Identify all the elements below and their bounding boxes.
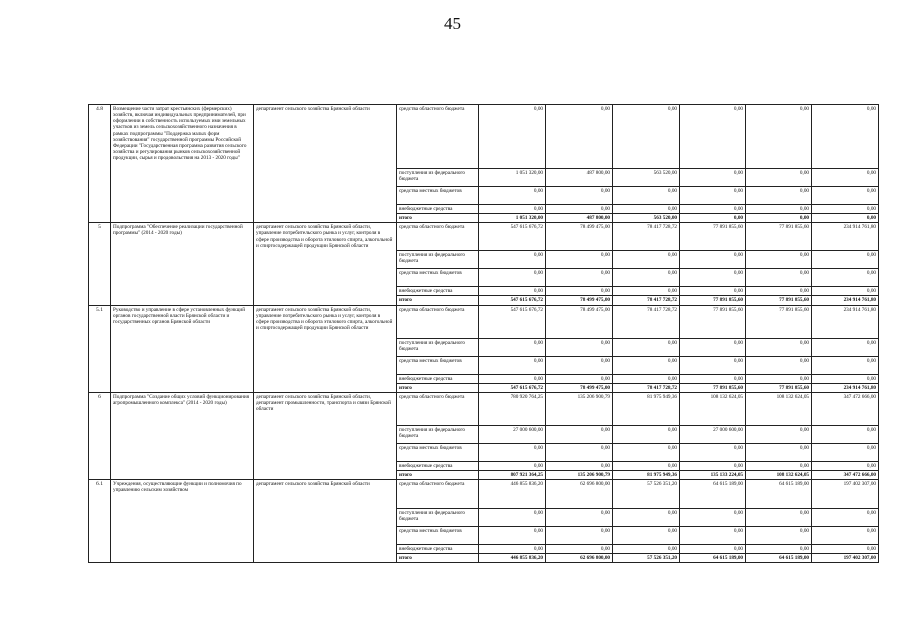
amount-cell: 0,00 (546, 105, 613, 169)
amount-cell: 0,00 (479, 461, 546, 470)
funding-source: средства местных бюджетов (397, 356, 479, 374)
amount-cell: 0,00 (680, 187, 746, 205)
amount-cell: 78 499 475,00 (546, 305, 613, 338)
amount-cell: 0,00 (746, 287, 812, 296)
funding-source: итого (397, 470, 479, 479)
amount-cell: 563 520,00 (613, 169, 680, 187)
amount-cell: 0,00 (546, 443, 613, 461)
amount-cell: 77 891 855,60 (680, 383, 746, 392)
section-name: Учреждения, осуществляющие функции и полномочия по управлению сельским хозяйством (111, 480, 254, 563)
amount-cell: 78 417 728,72 (613, 383, 680, 392)
funding-source: поступления из федерального бюджета (397, 251, 479, 269)
amount-cell: 27 000 600,00 (680, 425, 746, 443)
amount-cell: 234 914 761,80 (812, 383, 879, 392)
amount-cell: 64 615 189,00 (746, 554, 812, 563)
amount-cell: 0,00 (613, 443, 680, 461)
amount-cell: 64 615 189,00 (680, 480, 746, 509)
amount-cell: 0,00 (746, 545, 812, 554)
funding-source: поступления из федерального бюджета (397, 169, 479, 187)
funding-source: итого (397, 296, 479, 305)
amount-cell: 62 696 800,00 (546, 480, 613, 509)
amount-cell: 77 891 855,60 (680, 296, 746, 305)
amount-cell: 0,00 (812, 443, 879, 461)
budget-table-body (89, 105, 879, 563)
amount-cell: 0,00 (546, 509, 613, 527)
amount-cell: 0,00 (613, 425, 680, 443)
amount-cell: 0,00 (680, 338, 746, 356)
amount-cell: 62 696 800,00 (546, 554, 613, 563)
amount-cell: 0,00 (546, 287, 613, 296)
amount-cell: 0,00 (746, 105, 812, 169)
amount-cell: 0,00 (680, 374, 746, 383)
amount-cell: 0,00 (613, 374, 680, 383)
amount-cell: 0,00 (479, 545, 546, 554)
amount-cell: 0,00 (680, 287, 746, 296)
amount-cell: 81 975 949,36 (613, 470, 680, 479)
amount-cell: 0,00 (812, 287, 879, 296)
amount-cell: 0,00 (680, 169, 746, 187)
funding-source: поступления из федерального бюджета (397, 338, 479, 356)
amount-cell: 234 914 761,80 (812, 223, 879, 251)
amount-cell: 77 891 855,60 (746, 305, 812, 338)
amount-cell: 0,00 (680, 205, 746, 214)
section-name: Подпрограмма "Создание общих условий функционирования агропромышленного комплекса" (2014 - 2020 годы) (111, 392, 254, 479)
amount-cell: 0,00 (746, 443, 812, 461)
funding-source: средства областного бюджета (397, 480, 479, 509)
amount-cell: 0,00 (479, 269, 546, 287)
amount-cell: 487 800,00 (546, 169, 613, 187)
funding-source: итого (397, 383, 479, 392)
section-number: 4.8 (89, 105, 111, 223)
amount-cell: 135 206 900,79 (546, 392, 613, 425)
section-number: 6 (89, 392, 111, 479)
amount-cell: 0,00 (746, 374, 812, 383)
amount-cell: 0,00 (479, 338, 546, 356)
amount-cell: 0,00 (613, 527, 680, 545)
amount-cell: 108 132 624,05 (746, 392, 812, 425)
amount-cell: 0,00 (479, 187, 546, 205)
amount-cell: 64 615 189,00 (680, 554, 746, 563)
amount-cell: 0,00 (613, 287, 680, 296)
amount-cell: 0,00 (746, 338, 812, 356)
amount-cell: 563 520,00 (613, 214, 680, 223)
amount-cell: 78 499 475,00 (546, 383, 613, 392)
amount-cell: 0,00 (546, 205, 613, 214)
section-executor: департамент сельского хозяйства Брянской области, департамент промышленности, транспорта и связи Брянской области (254, 392, 397, 479)
amount-cell: 27 000 600,00 (479, 425, 546, 443)
amount-cell: 0,00 (546, 251, 613, 269)
amount-cell: 347 472 666,00 (812, 470, 879, 479)
amount-cell: 108 132 624,05 (680, 392, 746, 425)
amount-cell: 64 615 189,00 (746, 480, 812, 509)
funding-source: средства местных бюджетов (397, 527, 479, 545)
amount-cell: 0,00 (746, 509, 812, 527)
amount-cell: 0,00 (613, 509, 680, 527)
table-row (89, 105, 879, 169)
table-row (89, 223, 879, 251)
amount-cell: 0,00 (812, 425, 879, 443)
amount-cell: 0,00 (613, 105, 680, 169)
amount-cell: 0,00 (613, 545, 680, 554)
amount-cell: 0,00 (812, 214, 879, 223)
section-number: 6.1 (89, 480, 111, 563)
amount-cell: 0,00 (479, 356, 546, 374)
amount-cell: 0,00 (479, 105, 546, 169)
amount-cell: 487 800,00 (546, 214, 613, 223)
amount-cell: 0,00 (680, 105, 746, 169)
amount-cell: 0,00 (812, 356, 879, 374)
amount-cell: 0,00 (746, 187, 812, 205)
amount-cell: 0,00 (613, 461, 680, 470)
amount-cell: 807 921 364,25 (479, 470, 546, 479)
amount-cell: 547 615 676,72 (479, 296, 546, 305)
amount-cell: 234 914 761,80 (812, 305, 879, 338)
amount-cell: 0,00 (479, 251, 546, 269)
amount-cell: 0,00 (479, 443, 546, 461)
section-name: Подпрограмма "Обеспечение реализации государственной программы" (2014 - 2020 годы) (111, 223, 254, 305)
amount-cell: 0,00 (479, 287, 546, 296)
amount-cell: 547 615 676,72 (479, 383, 546, 392)
amount-cell: 1 051 320,00 (479, 169, 546, 187)
amount-cell: 0,00 (680, 509, 746, 527)
amount-cell: 77 891 855,60 (746, 383, 812, 392)
amount-cell: 0,00 (680, 443, 746, 461)
section-executor: департамент сельского хозяйства Брянской области, управление потребительского рынка и услуг, контроля в сфере производства и оборота этилового спирта, алкогольной и спиртосодержащей продукции Брянской области (254, 305, 397, 392)
section-name: Возмещение части затрат крестьянских (фермерских) хозяйств, включая индивидуальных предпринимателей, при оформлении в собственность используемых ими земельных участков из земель сельскохозяйственного назначения в рамках подпрограммы "Поддержка малых форм хозяйствования" государственной программы Российской Федерации "Государственная программа развития сельского хозяйства и регулирования рынков сельскохозяйственной продукции, сырья и продовольствия на 2013 - 2020 годы" (111, 105, 254, 223)
amount-cell: 547 615 676,72 (479, 305, 546, 338)
amount-cell: 0,00 (546, 338, 613, 356)
section-executor: департамент сельского хозяйства Брянской области (254, 480, 397, 563)
amount-cell: 446 855 836,20 (479, 554, 546, 563)
amount-cell: 0,00 (479, 205, 546, 214)
amount-cell: 0,00 (746, 356, 812, 374)
table-row (89, 305, 879, 338)
amount-cell: 78 499 475,00 (546, 296, 613, 305)
amount-cell: 0,00 (546, 187, 613, 205)
amount-cell: 0,00 (812, 169, 879, 187)
funding-source: средства местных бюджетов (397, 269, 479, 287)
funding-source: итого (397, 214, 479, 223)
amount-cell: 77 891 855,60 (680, 223, 746, 251)
amount-cell: 547 615 676,72 (479, 223, 546, 251)
amount-cell: 0,00 (613, 338, 680, 356)
amount-cell: 0,00 (680, 527, 746, 545)
amount-cell: 135 206 900,79 (546, 470, 613, 479)
amount-cell: 77 891 855,60 (746, 223, 812, 251)
amount-cell: 0,00 (680, 269, 746, 287)
page-number: 45 (444, 14, 461, 33)
amount-cell: 0,00 (546, 356, 613, 374)
amount-cell: 0,00 (746, 269, 812, 287)
amount-cell: 57 526 351,20 (613, 554, 680, 563)
amount-cell: 0,00 (680, 251, 746, 269)
section-number: 5 (89, 223, 111, 305)
funding-source: средства местных бюджетов (397, 187, 479, 205)
amount-cell: 347 472 666,00 (812, 392, 879, 425)
section-number: 5.1 (89, 305, 111, 392)
amount-cell: 0,00 (479, 509, 546, 527)
amount-cell: 0,00 (546, 374, 613, 383)
amount-cell: 0,00 (746, 214, 812, 223)
amount-cell: 0,00 (546, 425, 613, 443)
amount-cell: 77 891 855,60 (680, 305, 746, 338)
amount-cell: 0,00 (546, 545, 613, 554)
amount-cell: 0,00 (546, 527, 613, 545)
amount-cell: 234 914 761,80 (812, 296, 879, 305)
amount-cell: 0,00 (746, 169, 812, 187)
amount-cell: 0,00 (812, 251, 879, 269)
amount-cell: 0,00 (812, 545, 879, 554)
amount-cell: 0,00 (812, 105, 879, 169)
amount-cell: 0,00 (546, 269, 613, 287)
funding-source: внебюджетные средства (397, 205, 479, 214)
amount-cell: 57 526 351,20 (613, 480, 680, 509)
amount-cell: 0,00 (613, 356, 680, 374)
funding-source: средства областного бюджета (397, 223, 479, 251)
funding-source: поступления из федерального бюджета (397, 509, 479, 527)
amount-cell: 77 891 855,60 (746, 296, 812, 305)
amount-cell: 0,00 (812, 187, 879, 205)
amount-cell: 0,00 (680, 214, 746, 223)
amount-cell: 108 132 624,05 (746, 470, 812, 479)
amount-cell: 0,00 (812, 374, 879, 383)
amount-cell: 0,00 (746, 527, 812, 545)
amount-cell: 0,00 (812, 527, 879, 545)
funding-source: итого (397, 554, 479, 563)
amount-cell: 135 133 224,05 (680, 470, 746, 479)
amount-cell: 0,00 (746, 425, 812, 443)
amount-cell: 0,00 (613, 205, 680, 214)
amount-cell: 0,00 (546, 461, 613, 470)
funding-source: средства областного бюджета (397, 305, 479, 338)
amount-cell: 1 051 320,00 (479, 214, 546, 223)
amount-cell: 0,00 (479, 527, 546, 545)
section-executor: департамент сельского хозяйства Брянской области (254, 105, 397, 223)
funding-source: средства областного бюджета (397, 105, 479, 169)
table-row (89, 480, 879, 509)
amount-cell: 0,00 (613, 269, 680, 287)
amount-cell: 0,00 (746, 205, 812, 214)
amount-cell: 197 402 307,00 (812, 554, 879, 563)
amount-cell: 0,00 (680, 545, 746, 554)
section-executor: департамент сельского хозяйства Брянской области, управление потребительского рынка и услуг, контроля в сфере производства и оборота этилового спирта, алкогольной и спиртосодержащей продукции Брянской области (254, 223, 397, 305)
funding-source: внебюджетные средства (397, 287, 479, 296)
amount-cell: 0,00 (746, 461, 812, 470)
amount-cell: 0,00 (613, 251, 680, 269)
amount-cell: 197 402 307,00 (812, 480, 879, 509)
amount-cell: 0,00 (812, 269, 879, 287)
funding-source: внебюджетные средства (397, 461, 479, 470)
amount-cell: 0,00 (746, 251, 812, 269)
amount-cell: 81 975 949,36 (613, 392, 680, 425)
funding-source: средства областного бюджета (397, 392, 479, 425)
amount-cell: 0,00 (680, 356, 746, 374)
amount-cell: 78 499 475,00 (546, 223, 613, 251)
table-row (89, 392, 879, 425)
funding-source: поступления из федерального бюджета (397, 425, 479, 443)
budget-table (88, 104, 879, 563)
funding-source: внебюджетные средства (397, 545, 479, 554)
amount-cell: 78 417 728,72 (613, 305, 680, 338)
funding-source: средства местных бюджетов (397, 443, 479, 461)
amount-cell: 780 920 764,25 (479, 392, 546, 425)
amount-cell: 78 417 728,72 (613, 223, 680, 251)
section-name: Руководство и управление в сфере установленных функций органов государственной власти Брянской области и государственных органов Брянской области (111, 305, 254, 392)
amount-cell: 0,00 (479, 374, 546, 383)
amount-cell: 78 417 728,72 (613, 296, 680, 305)
amount-cell: 0,00 (680, 461, 746, 470)
amount-cell: 0,00 (812, 461, 879, 470)
amount-cell: 0,00 (812, 205, 879, 214)
amount-cell: 0,00 (812, 509, 879, 527)
amount-cell: 0,00 (613, 187, 680, 205)
funding-source: внебюджетные средства (397, 374, 479, 383)
amount-cell: 0,00 (812, 338, 879, 356)
amount-cell: 446 855 836,20 (479, 480, 546, 509)
